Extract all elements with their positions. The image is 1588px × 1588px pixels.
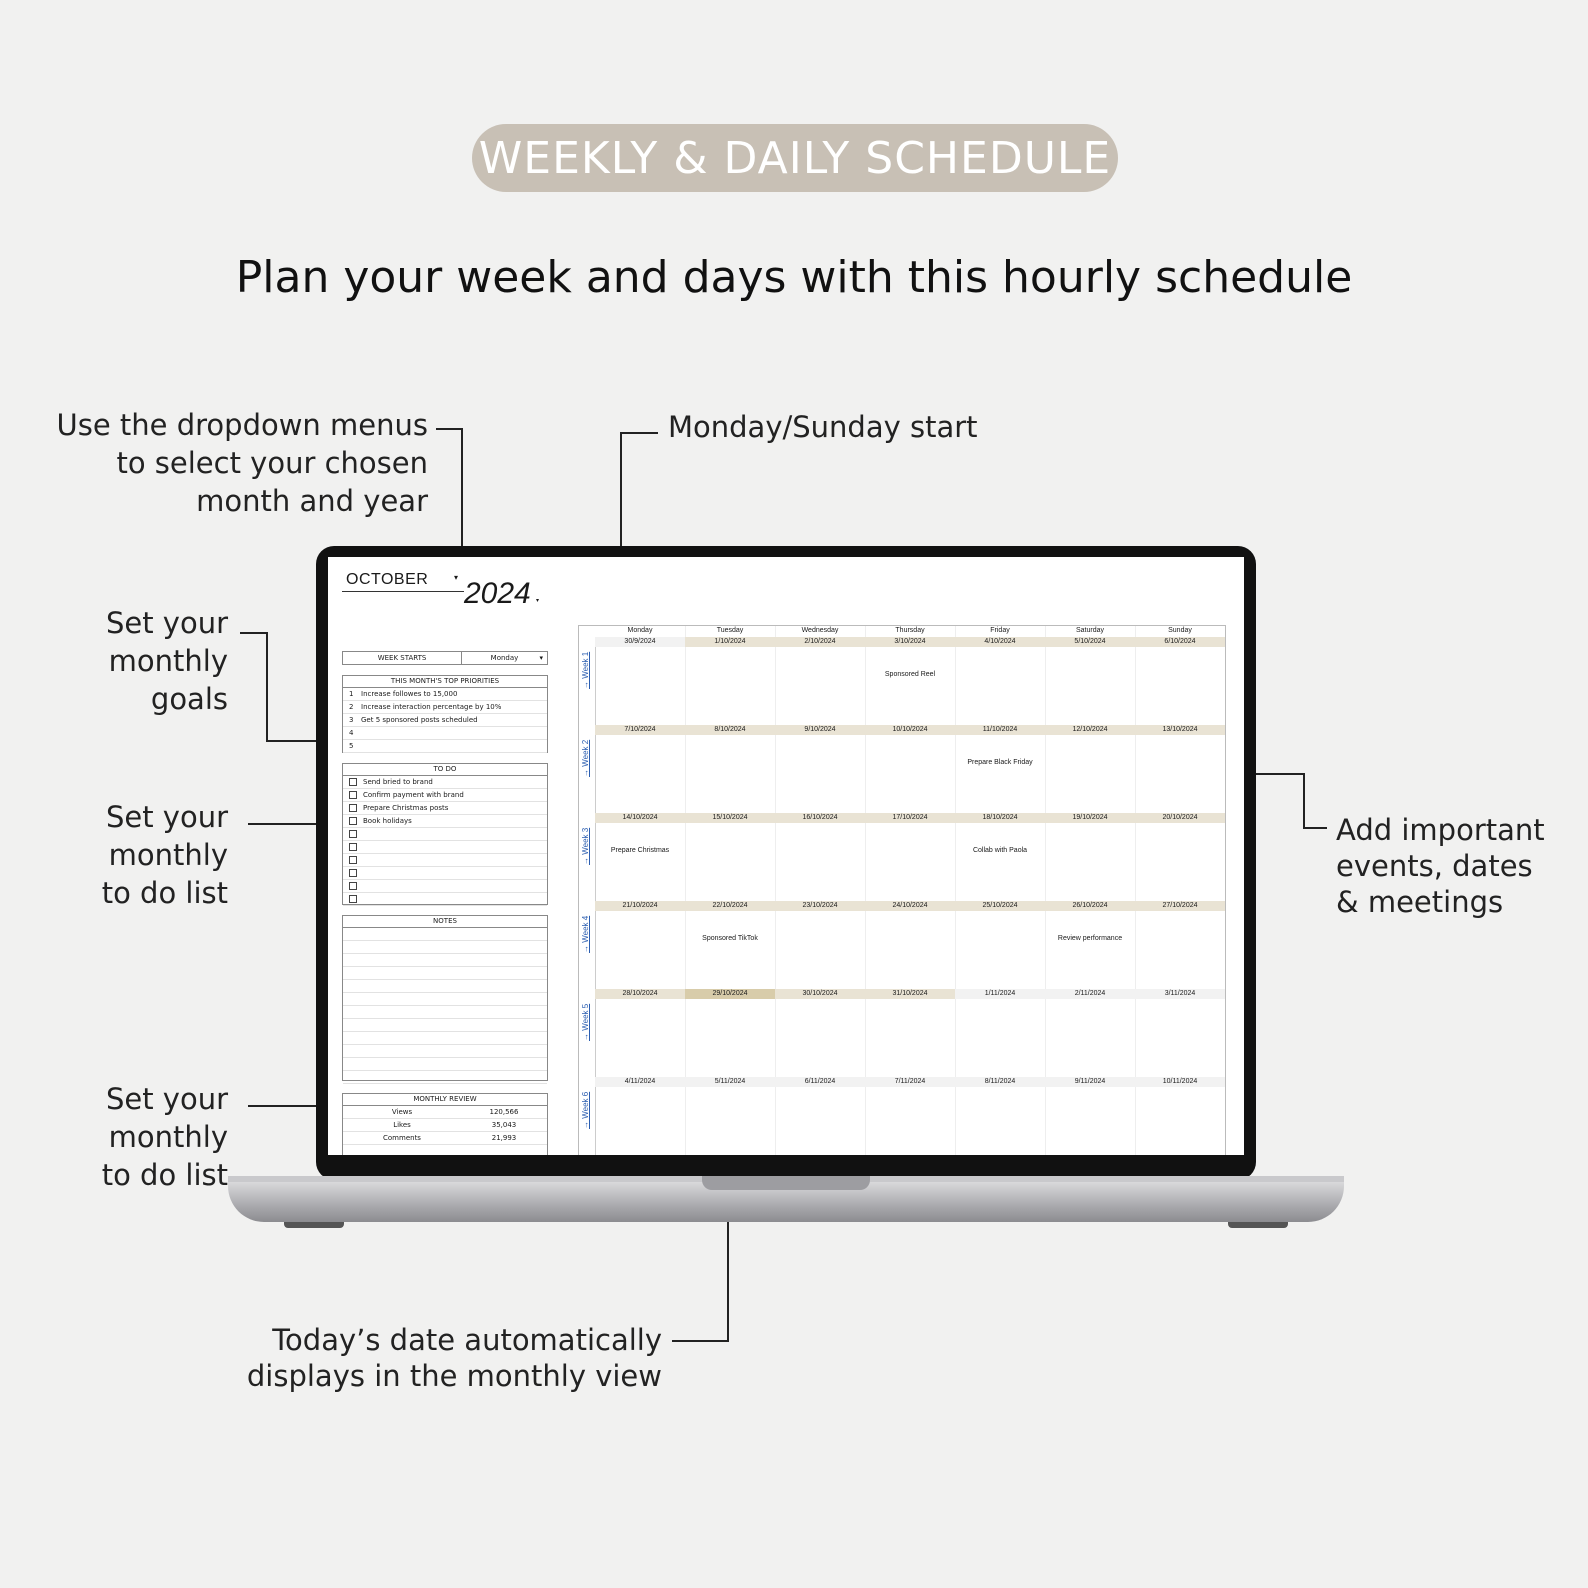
- annotation-start: Monday/Sunday start: [668, 410, 978, 444]
- laptop-notch: [702, 1176, 870, 1190]
- date-cell: 4/10/2024: [955, 637, 1045, 647]
- date-cell: 2/10/2024: [775, 637, 865, 647]
- year-dropdown[interactable]: 2024: [464, 577, 531, 610]
- date-cell: 13/10/2024: [1135, 725, 1225, 735]
- date-cell: 5/10/2024: [1045, 637, 1135, 647]
- priorities-title: THIS MONTH'S TOP PRIORITIES: [343, 676, 547, 688]
- grid-line: [775, 626, 776, 1155]
- review-title: MONTHLY REVIEW: [343, 1094, 547, 1106]
- date-cell: 20/10/2024: [1135, 813, 1225, 823]
- notes-line[interactable]: [343, 1019, 547, 1032]
- date-cell: 21/10/2024: [595, 901, 685, 911]
- todo-item[interactable]: [343, 854, 547, 867]
- week-label[interactable]: → Week 4: [581, 915, 590, 953]
- date-cell: 2/11/2024: [1045, 989, 1135, 999]
- date-cell: 10/10/2024: [865, 725, 955, 735]
- checkbox-icon[interactable]: [349, 830, 357, 838]
- date-cell: 5/11/2024: [685, 1077, 775, 1087]
- checkbox-icon[interactable]: [349, 804, 357, 812]
- date-cell: 9/10/2024: [775, 725, 865, 735]
- annotation-events: Add important events, dates & meetings: [1336, 813, 1545, 919]
- date-cell: 7/11/2024: [865, 1077, 955, 1087]
- date-cell: 24/10/2024: [865, 901, 955, 911]
- title-badge: WEEKLY & DAILY SCHEDULE: [472, 124, 1118, 192]
- todo-item[interactable]: Book holidays: [343, 815, 547, 828]
- notes-line[interactable]: [343, 1045, 547, 1058]
- week-starts-label: WEEK STARTS: [343, 652, 462, 664]
- notes-line[interactable]: [343, 1032, 547, 1045]
- date-cell: 22/10/2024: [685, 901, 775, 911]
- todo-item[interactable]: [343, 893, 547, 906]
- date-cell: 6/11/2024: [775, 1077, 865, 1087]
- review-box: [342, 1093, 548, 1155]
- checkbox-icon[interactable]: [349, 778, 357, 786]
- date-cell: 27/10/2024: [1135, 901, 1225, 911]
- checkbox-icon[interactable]: [349, 895, 357, 903]
- annotation-todo: Set your monthly to do list: [101, 800, 228, 910]
- notes-line[interactable]: [343, 1071, 547, 1084]
- notes-line[interactable]: [343, 993, 547, 1006]
- date-cell: 7/10/2024: [595, 725, 685, 735]
- date-cell: 15/10/2024: [685, 813, 775, 823]
- month-dropdown[interactable]: OCTOBER: [346, 571, 429, 588]
- checkbox-icon[interactable]: [349, 791, 357, 799]
- date-cell: 28/10/2024: [595, 989, 685, 999]
- grid-line: [955, 626, 956, 1155]
- todo-item[interactable]: Confirm payment with brand: [343, 789, 547, 802]
- date-cell: 25/10/2024: [955, 901, 1045, 911]
- calendar-event[interactable]: Prepare Christmas: [610, 847, 670, 854]
- date-cell: 30/9/2024: [595, 637, 685, 647]
- notes-line[interactable]: [343, 967, 547, 980]
- date-cell: 3/11/2024: [1135, 989, 1225, 999]
- priority-item[interactable]: 3 Get 5 sponsored posts scheduled: [343, 714, 547, 727]
- week-label[interactable]: → Week 6: [581, 1091, 590, 1129]
- grid-line: [685, 626, 686, 1155]
- todo-item[interactable]: Send bried to brand: [343, 776, 547, 789]
- notes-line[interactable]: [343, 954, 547, 967]
- notes-box: [342, 915, 548, 1081]
- notes-line[interactable]: [343, 928, 547, 941]
- laptop-screen: [328, 557, 1244, 1155]
- week-label[interactable]: → Week 2: [581, 739, 590, 777]
- monthly-calendar: [578, 625, 1226, 1155]
- todo-item[interactable]: [343, 828, 547, 841]
- date-cell: 11/10/2024: [955, 725, 1045, 735]
- week-label[interactable]: → Week 1: [581, 651, 590, 689]
- priority-item[interactable]: 2 Increase interaction percentage by 10%: [343, 701, 547, 714]
- checkbox-icon[interactable]: [349, 869, 357, 877]
- week-starts-row: [342, 651, 548, 665]
- date-cell: 17/10/2024: [865, 813, 955, 823]
- calendar-event[interactable]: Sponsored TikTok: [702, 935, 758, 942]
- week-starts-arrow-icon[interactable]: ▾: [539, 654, 543, 662]
- date-cell: 14/10/2024: [595, 813, 685, 823]
- review-row: Comments 21,993: [343, 1132, 547, 1145]
- calendar-event[interactable]: Review performance: [1057, 935, 1123, 942]
- calendar-event[interactable]: Prepare Black Friday: [967, 759, 1033, 766]
- date-cell: 19/10/2024: [1045, 813, 1135, 823]
- checkbox-icon[interactable]: [349, 843, 357, 851]
- notes-title: NOTES: [343, 916, 547, 928]
- todo-box: [342, 763, 548, 905]
- day-header: Sunday: [1168, 627, 1192, 634]
- checkbox-icon[interactable]: [349, 856, 357, 864]
- date-cell: 10/11/2024: [1135, 1077, 1225, 1087]
- review-row: Views 120,566: [343, 1106, 547, 1119]
- date-cell: 1/11/2024: [955, 989, 1045, 999]
- checkbox-icon[interactable]: [349, 882, 357, 890]
- page-subtitle: Plan your week and days with this hourly schedule: [235, 252, 1353, 303]
- date-cell: 6/10/2024: [1135, 637, 1225, 647]
- date-cell: 4/11/2024: [595, 1077, 685, 1087]
- date-cell: 12/10/2024: [1045, 725, 1135, 735]
- date-cell: 31/10/2024: [865, 989, 955, 999]
- date-cell: 26/10/2024: [1045, 901, 1135, 911]
- date-cell: 30/10/2024: [775, 989, 865, 999]
- notes-line[interactable]: [343, 1006, 547, 1019]
- week-label[interactable]: → Week 3: [581, 827, 590, 865]
- todo-title: TO DO: [343, 764, 547, 776]
- notes-line[interactable]: [343, 980, 547, 993]
- date-cell: 9/11/2024: [1045, 1077, 1135, 1087]
- day-header: Monday: [627, 627, 653, 634]
- week-label[interactable]: → Week 5: [581, 1003, 590, 1041]
- day-header: Tuesday: [716, 627, 744, 634]
- review-row: Likes 35,043: [343, 1119, 547, 1132]
- todo-item[interactable]: Prepare Christmas posts: [343, 802, 547, 815]
- annotation-today: Today’s date automatically displays in the monthly view: [246, 1323, 662, 1393]
- month-dropdown-arrow-icon[interactable]: ▾: [454, 573, 459, 582]
- year-dropdown-arrow-icon[interactable]: ▾: [536, 598, 540, 604]
- date-cell: 8/11/2024: [955, 1077, 1045, 1087]
- todo-item[interactable]: [343, 841, 547, 854]
- date-cell: 1/10/2024: [685, 637, 775, 647]
- grid-line: [1045, 626, 1046, 1155]
- todo-item[interactable]: [343, 880, 547, 893]
- grid-line: [1135, 626, 1136, 1155]
- priority-item[interactable]: 5: [343, 740, 547, 753]
- date-cell: 23/10/2024: [775, 901, 865, 911]
- notes-line[interactable]: [343, 1058, 547, 1071]
- calendar-event[interactable]: Sponsored Reel: [884, 671, 936, 678]
- day-header: Saturday: [1075, 627, 1105, 634]
- date-cell: 3/10/2024: [865, 637, 955, 647]
- day-header: Thursday: [895, 627, 925, 634]
- priority-item[interactable]: 4: [343, 727, 547, 740]
- todo-item[interactable]: [343, 867, 547, 880]
- date-cell: 8/10/2024: [685, 725, 775, 735]
- priorities-box: [342, 675, 548, 753]
- checkbox-icon[interactable]: [349, 817, 357, 825]
- date-cell: 29/10/2024: [685, 989, 775, 999]
- annotation-dropdown: Use the dropdown menus to select your chosen month and year: [56, 408, 428, 518]
- notes-line[interactable]: [343, 941, 547, 954]
- priority-item[interactable]: 1 Increase followes to 15,000: [343, 688, 547, 701]
- annotation-review: Set your monthly to do list: [101, 1082, 228, 1192]
- date-cell: 16/10/2024: [775, 813, 865, 823]
- grid-line: [865, 626, 866, 1155]
- annotation-goals: Set your monthly goals: [105, 606, 228, 716]
- day-header: Wednesday: [801, 627, 839, 634]
- calendar-event[interactable]: Collab with Paola: [972, 847, 1028, 854]
- week-starts-dropdown[interactable]: Monday ▾: [490, 654, 543, 662]
- day-header: Friday: [990, 627, 1010, 634]
- date-cell: 18/10/2024: [955, 813, 1045, 823]
